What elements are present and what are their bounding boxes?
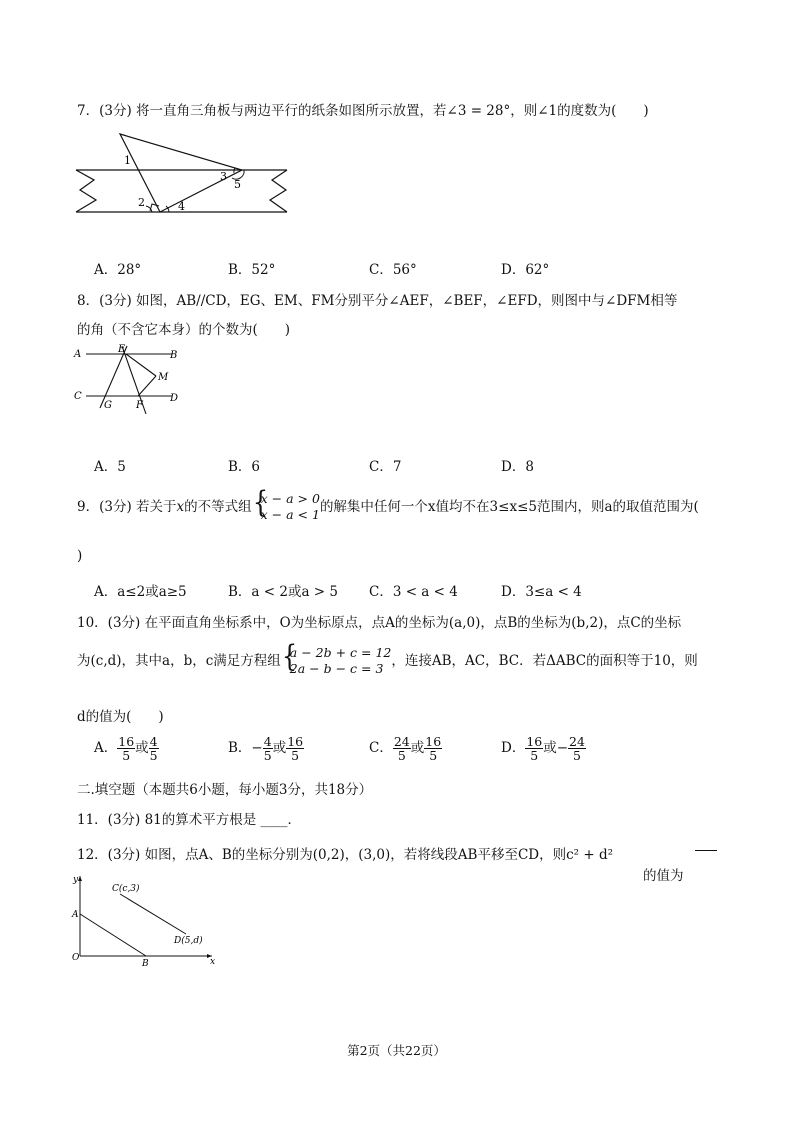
- q8-option-a: A．5: [94, 459, 126, 475]
- q8-label-e: E: [118, 344, 126, 355]
- q9-suffix: 的解集中任何一个x值均不在3≤x≤5范围内，则a的取值范围为(: [319, 498, 699, 515]
- q10-sys-row2: 2a − b − c = 3: [289, 661, 384, 677]
- q10-option-b: B．− $\frac{4}{5}$ 或 $\frac{16}{5}$: [228, 734, 304, 764]
- q8-option-d: D．8: [501, 459, 534, 475]
- q10-line2-suffix: ，连接AB，AC，BC．若ΔABC的面积等于10，则: [391, 652, 698, 669]
- q9-var-x: x: [176, 498, 185, 515]
- q8-label-d: D: [170, 393, 179, 404]
- q12-label-x: x: [210, 957, 216, 967]
- q9-option-a: A．a≤2或a≥5: [94, 584, 187, 600]
- q10-line2: [77, 639, 698, 678]
- q7-option-d: D．62°: [501, 262, 550, 278]
- q7-label-5: 5: [234, 178, 241, 191]
- q12-label-b: B: [142, 959, 149, 967]
- q12-label-d: D(5,d): [174, 936, 203, 946]
- q7-label-4: 4: [178, 200, 185, 213]
- q8-label-m: M: [158, 372, 169, 383]
- q10-line2-prefix: 为(c,d)，其中a，b，c满足方程组: [77, 652, 281, 669]
- q10-line3: d的值为( ): [77, 709, 164, 725]
- q9-option-b: B．a < 2或a > 5: [228, 584, 338, 600]
- q12-figure: [70, 872, 220, 967]
- q12-answer-blank: [695, 850, 717, 851]
- q9-prefix: 9．(3分) 若关于: [77, 498, 177, 515]
- q7-label-3: 3: [220, 170, 227, 183]
- q10-option-d: D． $\frac{16}{5}$ 或− $\frac{24}{5}$: [501, 734, 585, 764]
- q12-label-y: y: [73, 875, 79, 885]
- section-2-heading: 二.填空题（本题共6小题，每小题3分，共18分）: [77, 782, 373, 798]
- q8-option-c: C．7: [369, 459, 402, 475]
- q8-label-a: A: [74, 349, 82, 360]
- q9-system: { x − a > 0 x − a < 1: [252, 485, 320, 523]
- q7-option-b: B．52°: [228, 262, 276, 278]
- q8-figure: [72, 342, 192, 417]
- q12-line1: 12．(3分) 如图，点A、B的坐标分别为(0,2)，(3,0)，若将线段AB平移至CD，则c² + d²: [77, 847, 614, 863]
- q8-label-c: C: [74, 391, 82, 402]
- q8-option-b: B．6: [228, 459, 261, 475]
- q7-figure: [72, 128, 297, 218]
- q12-label-c: C(c,3): [112, 884, 140, 894]
- q10-option-c: C． $\frac{24}{5}$ 或 $\frac{16}{5}$: [369, 734, 442, 764]
- q7-option-a: A．28°: [94, 262, 142, 278]
- q11-stem: 11．(3分) 81的算术平方根是 ____．: [77, 812, 302, 828]
- q9-sys-row2: x − a < 1: [260, 507, 320, 523]
- q9-line2: ): [77, 548, 83, 564]
- q10-system: { a − 2b + c = 12 2a − b − c = 3: [281, 639, 392, 677]
- q8-label-g: G: [104, 400, 112, 411]
- q8-stem-line1: 8．(3分) 如图，AB//CD，EG、EM、FM分别平分∠AEF，∠BEF，∠EFD，则图中与∠DFM相等: [77, 293, 678, 309]
- q12-label-a: A: [72, 910, 79, 920]
- page-footer: 第2页（共22页）: [347, 1043, 446, 1058]
- q12-line2: 的值为: [643, 868, 684, 884]
- q10-option-a: A． $\frac{16}{5}$ 或 $\frac{4}{5}$: [94, 734, 158, 764]
- q8-label-b: B: [170, 350, 178, 361]
- q10-line1: 10．(3分) 在平面直角坐标系中，O为坐标原点，点A的坐标为(a,0)，点B的坐标为(b,2)，点C的坐标: [77, 615, 682, 631]
- q9-sys-row1: x − a > 0: [260, 491, 320, 506]
- q8-stem-line2: 的角（不含它本身）的个数为( ): [77, 322, 291, 338]
- q12-label-o: O: [72, 953, 80, 963]
- q7-label-2: 2: [138, 196, 145, 209]
- q8-label-f: F: [136, 400, 143, 411]
- q7-option-c: C．56°: [369, 262, 417, 278]
- q9-stem: [77, 485, 699, 524]
- q7-stem: 7．(3分) 将一直角三角板与两边平行的纸条如图所示放置，若∠3 = 28°，则∠1的度数为( ): [77, 103, 649, 119]
- q10-sys-row1: a − 2b + c = 12: [289, 645, 392, 660]
- q7-label-1: 1: [124, 154, 131, 167]
- q9-middle: 的不等式组: [184, 498, 252, 515]
- q9-option-c: C．3 < a < 4: [369, 584, 458, 600]
- q9-option-d: D．3≤a < 4: [501, 584, 582, 600]
